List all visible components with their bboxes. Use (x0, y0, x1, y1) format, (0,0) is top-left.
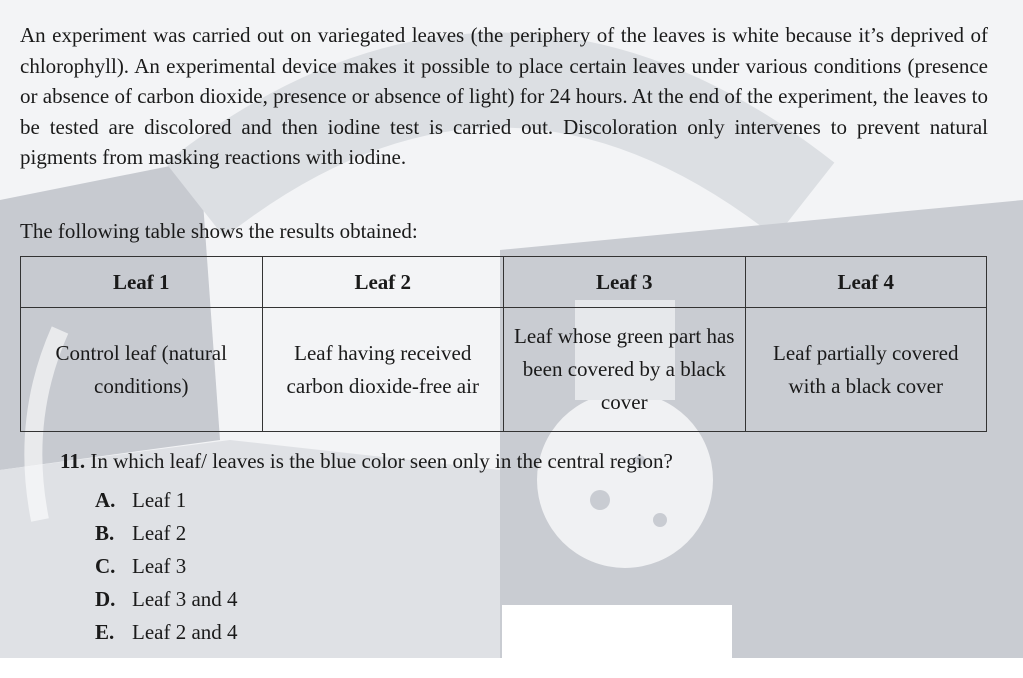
header-leaf-3: Leaf 3 (504, 257, 746, 308)
option-letter: A. (95, 488, 116, 512)
option-letter: D. (95, 587, 116, 611)
option-letter: C. (95, 554, 116, 578)
option-e[interactable] (95, 616, 238, 649)
option-d[interactable] (95, 583, 238, 616)
option-text: Leaf 2 and 4 (132, 620, 238, 644)
option-text: Leaf 3 and 4 (132, 587, 238, 611)
results-table (20, 256, 987, 432)
cell-leaf-4: Leaf partially covered with a black cover (745, 308, 987, 432)
option-letter: B. (95, 521, 115, 545)
option-b[interactable] (95, 517, 238, 550)
option-text: Leaf 1 (132, 488, 187, 512)
table-row (21, 308, 987, 432)
table-header-row (21, 257, 987, 308)
intro-paragraph: An experiment was carried out on variegated leaves (the periphery of the leaves is white because it’s deprived of chlorophyll). An experimental device makes it possible to place certain leaves under various conditions (presence or absence of carbon dioxide, presence or absence of light) for 24 hours. At the end of the experiment, the leaves to be tested are discolored and then iodine test is carried out. Discoloration only intervenes to prevent natural pigments from masking reactions with iodine. (20, 23, 988, 169)
table-intro-text: The following table shows the results obtained: (20, 219, 418, 243)
cell-leaf-2: Leaf having received carbon dioxide-free air (262, 308, 504, 432)
header-leaf-2: Leaf 2 (262, 257, 504, 308)
cell-leaf-1: Control leaf (natural conditions) (21, 308, 263, 432)
cell-leaf-3: Leaf whose green part has been covered by a black cover (504, 308, 746, 432)
question-text: In which leaf/ leaves is the blue color seen only in the central region? (90, 449, 673, 473)
answer-options (95, 484, 238, 649)
option-text: Leaf 2 (132, 521, 187, 545)
option-c[interactable] (95, 550, 238, 583)
option-text: Leaf 3 (132, 554, 187, 578)
option-letter: E. (95, 620, 115, 644)
question-11 (60, 446, 673, 476)
header-leaf-4: Leaf 4 (745, 257, 987, 308)
page-bottom-margin (0, 658, 1023, 678)
option-a[interactable] (95, 484, 238, 517)
question-number: 11. (60, 449, 86, 473)
header-leaf-1: Leaf 1 (21, 257, 263, 308)
watermark-white-panel (502, 605, 732, 658)
